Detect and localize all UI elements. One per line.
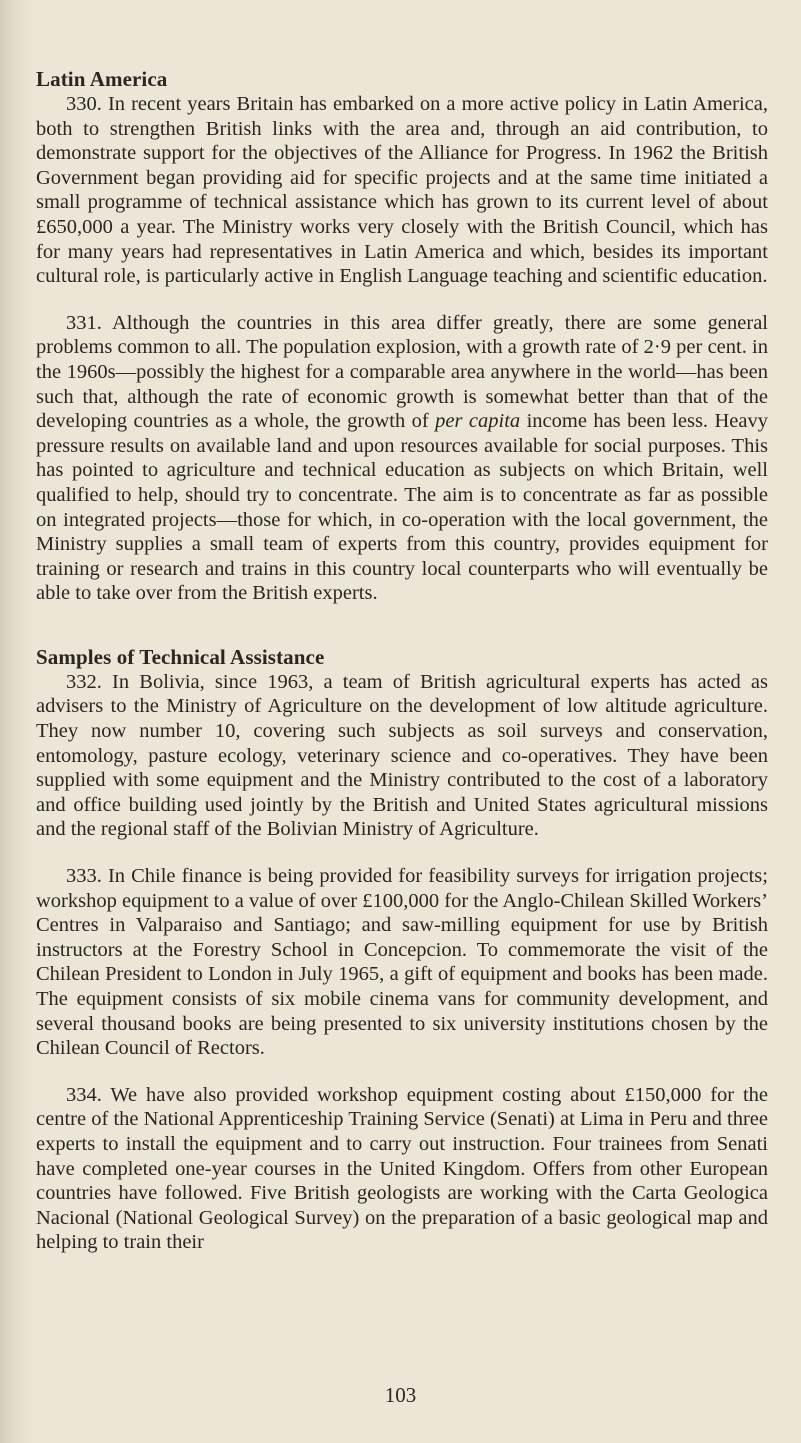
paragraph-330: 330. In recent years Britain has embarked on a more active policy in Latin America, both to strengthen British links with the area and, through an aid contribution, to demonstrate support for the objectives of the Alliance for Progress. In 1962 the British Government began providing aid for specific projects and at the same time initiated a small programme of technical assistance which has grown to its current level of about £650,000 a year. The Ministry works very closely with the British Council, which has for many years had representatives in Latin America and which, besides its important cultural role, is particularly active in English Language teaching and scientific education.: [36, 93, 768, 288]
paragraph-332: 332. In Bolivia, since 1963, a team of British agricultural experts has acted as advisers to the Ministry of Agriculture on the development of low altitude agriculture. They now number 10, covering such subjects as soil surveys and conservation, entomology, pasture ecology, veterinary science and co-operatives. They have been supplied with some equipment and the Ministry contributed to the cost of a laboratory and office building used jointly by the British and United States agricultural missions and the regional staff of the Bolivian Ministry of Agriculture.: [36, 670, 768, 841]
paragraph-333: 333. In Chile finance is being provided for feasibility surveys for irrigation projects; workshop equipment to a value of over £100,000 for the Anglo-Chilean Skilled Workers’ Centres in Valparaiso and Santiago; and saw-milling equipment for use by British instructors at the Forestry School in Concepcion. To commemorate the visit of the Chilean President to London in July 1965, a gift of equipment and books has been made. The equipment consists of six mobile cinema vans for community development, and several thousand books are being presented to six university institutions chosen by the Chilean Council of Rectors.: [36, 865, 768, 1060]
paragraph-331: [36, 311, 768, 606]
paragraph-331-italic-text: per capita: [435, 410, 521, 433]
section-heading-samples: Samples of Technical Assistance: [36, 644, 325, 669]
section-heading-latin-america: Latin America: [36, 67, 168, 91]
paragraph-331-text-before: 331. Although the countries in this area differ greatly, there are some general problems common to all. The population explosion, with a growth rate of 2·9 per cent. in the 1960s—possibly the highest for a comparable area anywhere in the world—has been such that, although the rate of economic growth is somewhat better than that of the developing countries as a whole, the growth of: [36, 311, 768, 433]
page-content: [36, 66, 768, 1255]
paragraph-334: 334. We have also provided workshop equipment costing about £150,000 for the centre of the National Apprenticeship Training Service (Senati) at Lima in Peru and three experts to install the equipment and to carry out instruction. Four trainees from Senati have completed one-year courses in the United Kingdom. Offers from other European countries have followed. Five British geologists are working with the Carta Geologica Nacional (National Geological Survey) on the preparation of a basic geological map and helping to train their: [36, 1083, 768, 1254]
paragraph-331-text-after: income has been less. Heavy pressure results on available land and upon resources available for social purposes. This has pointed to agriculture and technical education as subjects on which Britain, well qualified to help, should try to concentrate. The aim is to concentrate as far as possible on integrated projects—those for which, in co-operation with the local government, the Ministry supplies a small team of experts from this country, provides equipment for training or research and trains in this country local counterparts who will eventually be able to take over from the British experts.: [36, 410, 768, 605]
page-number: 103: [384, 1383, 417, 1407]
